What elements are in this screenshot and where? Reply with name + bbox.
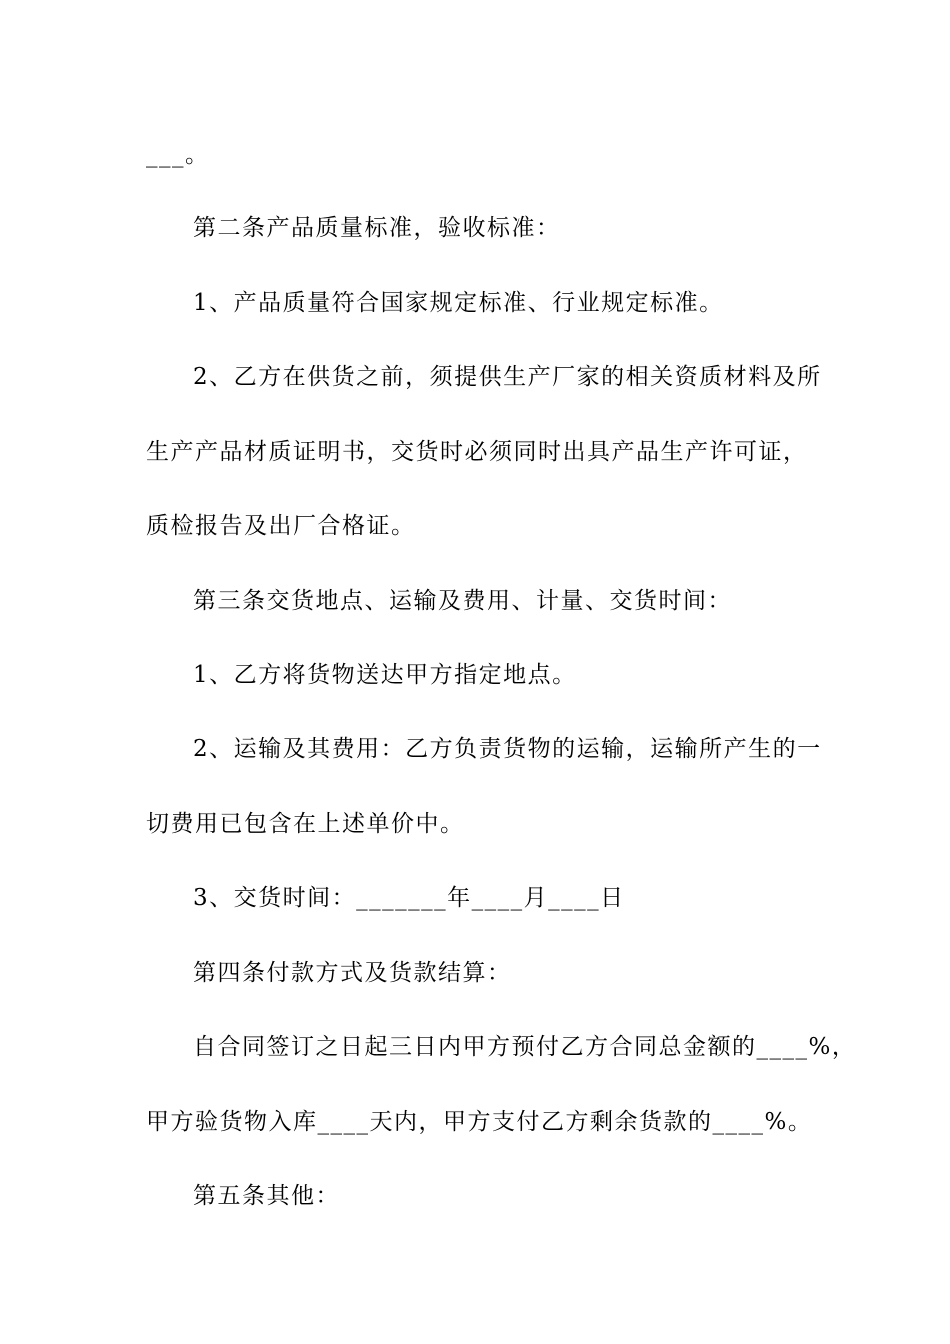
text-line: 1、产品质量符合国家规定标准、行业规定标准。 xyxy=(193,290,724,316)
text-line: 2、运输及其费用：乙方负责货物的运输，运输所产生的一 xyxy=(193,736,822,762)
article-heading: 第五条其他： xyxy=(193,1183,340,1209)
text-line: 生产产品材质证明书，交货时必须同时出具产品生产许可证， xyxy=(146,439,808,465)
article-heading: 第二条产品质量标准，验收标准： xyxy=(193,215,561,241)
text-line: 1、乙方将货物送达甲方指定地点。 xyxy=(193,662,577,688)
text-line: 3、交货时间：_______年____月____日 xyxy=(193,885,625,911)
text-line: ___。 xyxy=(146,142,210,168)
text-line: 质检报告及出厂合格证。 xyxy=(146,513,416,539)
article-heading: 第三条交货地点、运输及费用、计量、交货时间： xyxy=(193,588,732,614)
text-line: 自合同签订之日起三日内甲方预付乙方合同总金额的____%， xyxy=(193,1034,857,1060)
text-line: 切费用已包含在上述单价中。 xyxy=(146,811,465,837)
article-heading: 第四条付款方式及货款结算： xyxy=(193,960,512,986)
text-line: 甲方验货物入库____天内，甲方支付乙方剩余货款的____%。 xyxy=(146,1109,813,1135)
text-line: 2、乙方在供货之前，须提供生产厂家的相关资质材料及所 xyxy=(193,364,822,390)
